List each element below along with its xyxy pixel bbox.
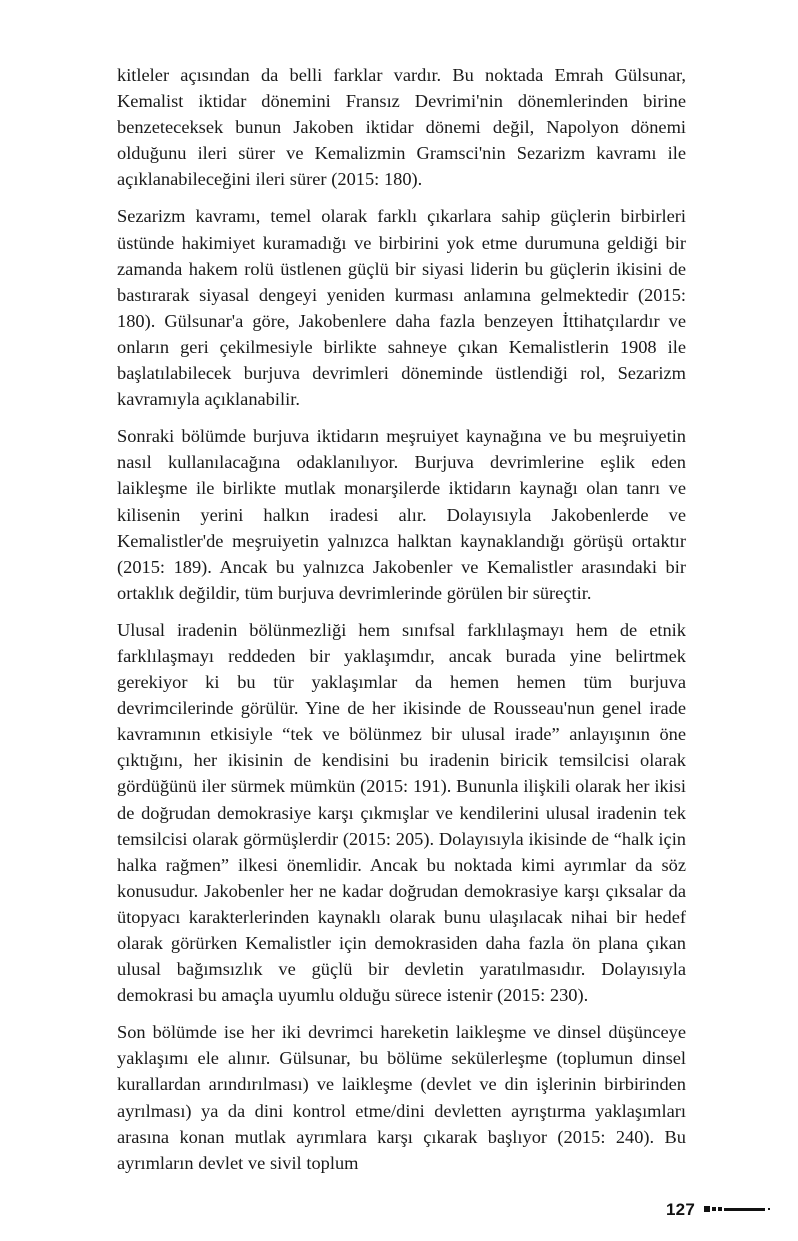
ornament-bar [724,1208,765,1211]
page-footer [117,1196,770,1222]
ornament-square-medium [712,1207,716,1211]
footer-ornament-icon [704,1204,770,1214]
paragraph: kitleler açısından da belli farklar vardır. Bu noktada Emrah Gülsunar, Kemalist iktidar dönemini Fransız Devrimi'nin dönemlerinden birine benzeteceksek bunun Jakoben iktidar dönemi değil, Napolyon dönemi olduğunu ileri sürer ve Kemalizmin Gramsci'nin Sezarizm kavramı ile açıklanabileceğini ileri sürer (2015: 180). [117,65,686,190]
paragraph: Son bölümde ise her iki devrimci hareketin laikleşme ve dinsel düşünceye yaklaşımı ele alınır. Gülsunar, bu bölüme sekülerleşme (toplumun dinsel kurallardan arındırılması) ve laikleşme (devlet ve din işlerinin birbirinden ayrılması) ya da dini kontrol etme/dini devletten ayrıştırma yaklaşımları arasına konan mutlak ayrımlara karşı çıkarak başlıyor (2015: 240). Bu ayrımların devlet ve sivil toplum [117,1022,686,1173]
ornament-square-large [704,1206,710,1212]
paragraph: Ulusal iradenin bölünmezliği hem sınıfsal farklılaşmayı hem de etnik farklılaşmayı reddeden bir yaklaşımdır, ancak burada yine belirtmek gerekiyor ki bu tür yaklaşımlar da hemen hemen tüm burjuva devrimcilerinde görülür. Yine de her ikisinde de Rousseau'nun genel irade kavramının etkisiyle “tek ve bölünmez bir ulusal irade” anlayışının öne çıktığını, her ikisinin de kendisini bu iradenin biricik temsilcisi olarak gördüğünü iler sürmek mümkün (2015: 191). Bununla ilişkili olarak her ikisi de doğrudan demokrasiye karşı çıkmışlar ve kendilerini ulusal iradenin tek temsilcisi olarak görmüşlerdir (2015: 205). Dolayısıyla ikisinde de “halk için halka rağmen” ilkesi önemlidir. Ancak bu noktada kimi ayrımlar da söz konusudur. Jakobenler her ne kadar doğrudan demokrasiye karşı çıksalar da ütopyacı karakterlerinden kaynaklı olarak bunu ulaşılacak nihai bir hedef olarak görürken Kemalistler için demokrasiden daha fazla ön plana çıkan ulusal bağımsızlık ve güçlü bir devletin yaratılmasıdır. Dolayısıyla demokrasi bu amaçla uyumlu olduğu sürece istenir (2015: 230). [117,619,686,1006]
ornament-square-small [718,1207,722,1211]
page-number: 127 [666,1199,695,1219]
paragraph: Sezarizm kavramı, temel olarak farklı çıkarlara sahip güçlerin birbirleri üstünde hakimiyet kuramadığı ve birbirini yok etme durumuna geldiği bir zamanda hakem rolü üstlenen güçlü bir siyasi liderin bu güçlerin ikisini de bastırarak siyasal dengeyi yeniden kurması anlamına gelmektedir (2015: 180). Gülsunar'a göre, Jakobenlere daha fazla benzeyen İttihatçılardır ve onların geri çekilmesiyle birlikte sahneye çıkan Kemalistlerin 1908 ile başlatılabilecek burjuva devrimleri döneminde üstlendiği rol, Sezarizm kavramıyla açıklanabilir. [117,206,686,410]
paragraph: Sonraki bölümde burjuva iktidarın meşruiyet kaynağına ve bu meşruiyetin nasıl kullanılacağına odaklanılıyor. Burjuva devrimlerine eşlik eden laikleşme ile birlikte mutlak monarşilerde iktidarın kaynağı olan tanrı ve kilisenin yerini halkın iradesi alır. Dolayısıyla Jakobenlerde ve Kemalistler'de meşruiyetin yalnızca halktan kaynaklandığı görüşü ortaktır (2015: 189). Ancak bu yalnızca Jakobenler ve Kemalistler arasındaki bir ortaklık değildir, tüm burjuva devrimlerinde görülen bir süreçtir. [117,426,686,603]
body-text-column [117,62,686,1176]
ornament-dot [768,1208,770,1210]
